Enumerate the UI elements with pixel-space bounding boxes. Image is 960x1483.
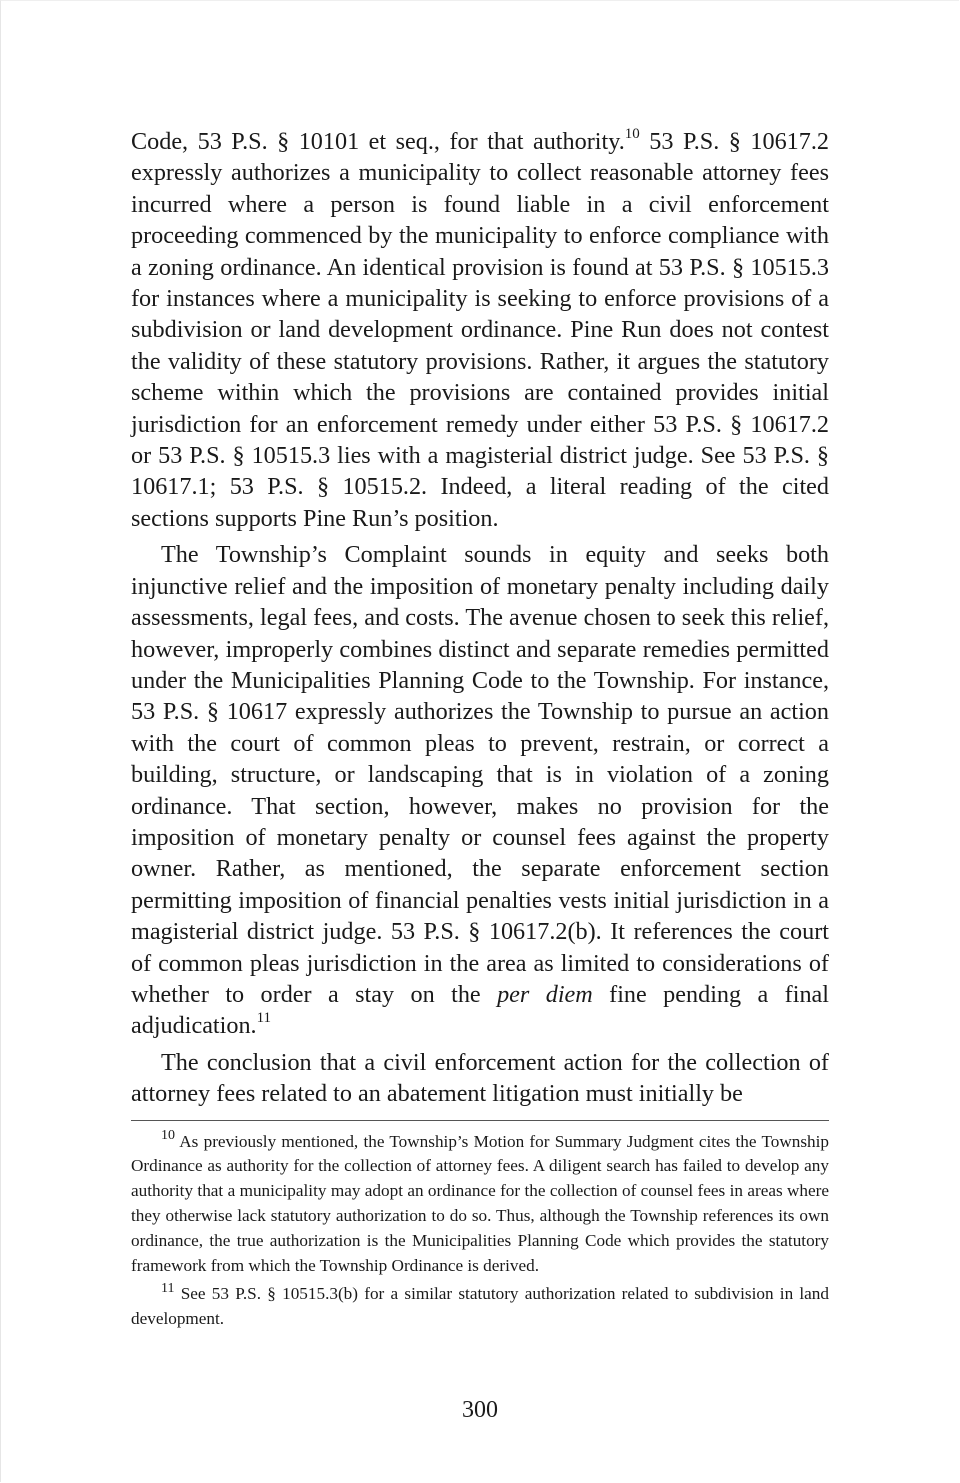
page-content [131,126,829,1336]
footnotes [131,1127,829,1332]
footnote-11 [131,1282,829,1332]
page-number: 300 [462,1397,498,1423]
paragraph-2-italic: per diem [497,980,593,1008]
paragraph-1-text-b: 53 P.S. § 10617.2 expressly authorizes a municipality to collect reasonable attorney fees incurred where a person is found liable in a civil enforcement proceeding commenced by the municipality to enforce compliance with a zoning ordinance. An identical provision is found at 53 P.S. § 10515.3 for instances where a municipality is seeking to enforce provisions of a subdivision or land development ordinance. Pine Run does not contest the validity of these statutory provisions. Rather, it argues the statutory scheme within which the provisions are contained provides initial jurisdiction for an enforcement remedy under either 53 P.S. § 10617.2 or 53 P.S. § 10515.3 lies with a magisterial district judge. See 53 P.S. § 10617.1; 53 P.S. § 10515.2. Indeed, a literal reading of the cited sections supports Pine Run’s position. [131,128,829,532]
footnote-number-11: 11 [161,1280,175,1296]
footnote-ref-10: 10 [624,125,640,142]
paragraph-1-text-a: Code, 53 P.S. § 10101 et seq., for that authority. [131,128,625,155]
paragraph-2 [131,539,829,1042]
paragraph-2-text-a: The Township’s Complaint sounds in equity and seeks both injunctive relief and the imposition of monetary penalty including daily assessments, legal fees, and costs. The avenue chosen to seek this relief, however, improperly combines distinct and separate remedies permitted under the Municipalities Planning Code to the Township. For instance, 53 P.S. § 10617 expressly authorizes the Township to pursue an action with the court of common pleas to prevent, restrain, or correct a building, structure, or landscaping that is in violation of a zoning ordinance. That section, however, makes no provision for the imposition of monetary penalty or counsel fees against the property owner. Rather, as mentioned, the separate enforcement section permitting imposition of financial penalties vests initial jurisdiction in a magisterial district judge. 53 P.S. § 10617.2(b). It references the court of common pleas jurisdiction in the area as limited to considerations of whether to order a stay on the [131,541,829,1008]
paragraph-2-text-b: fine pending a final adjudication. [131,980,829,1040]
paragraph-1 [131,126,829,534]
footnote-11-text: See 53 P.S. § 10515.3(b) for a similar statutory authorization related to subdivision in land development. [131,1284,829,1329]
footnote-divider [131,1120,829,1121]
footnote-ref-11: 11 [256,1010,272,1027]
footnote-number-10: 10 [161,1127,175,1143]
paragraph-3: The conclusion that a civil enforcement action for the collection of attorney fees related to an abatement litigation must initially be [131,1048,829,1108]
footnote-10 [131,1127,829,1279]
body-text [131,126,829,1110]
footnote-10-text: As previously mentioned, the Township’s Motion for Summary Judgment cites the Township Ordinance as authority for the collection of attorney fees. A diligent search has failed to develop any authority that a municipality may adopt an ordinance for the collection of counsel fees in areas where they otherwise lack statutory authorization to do so. Thus, although the Township references its own ordinance, the true authorization is the Municipalities Planning Code which provides the statutory framework from which the Township Ordinance is derived. [131,1131,829,1275]
